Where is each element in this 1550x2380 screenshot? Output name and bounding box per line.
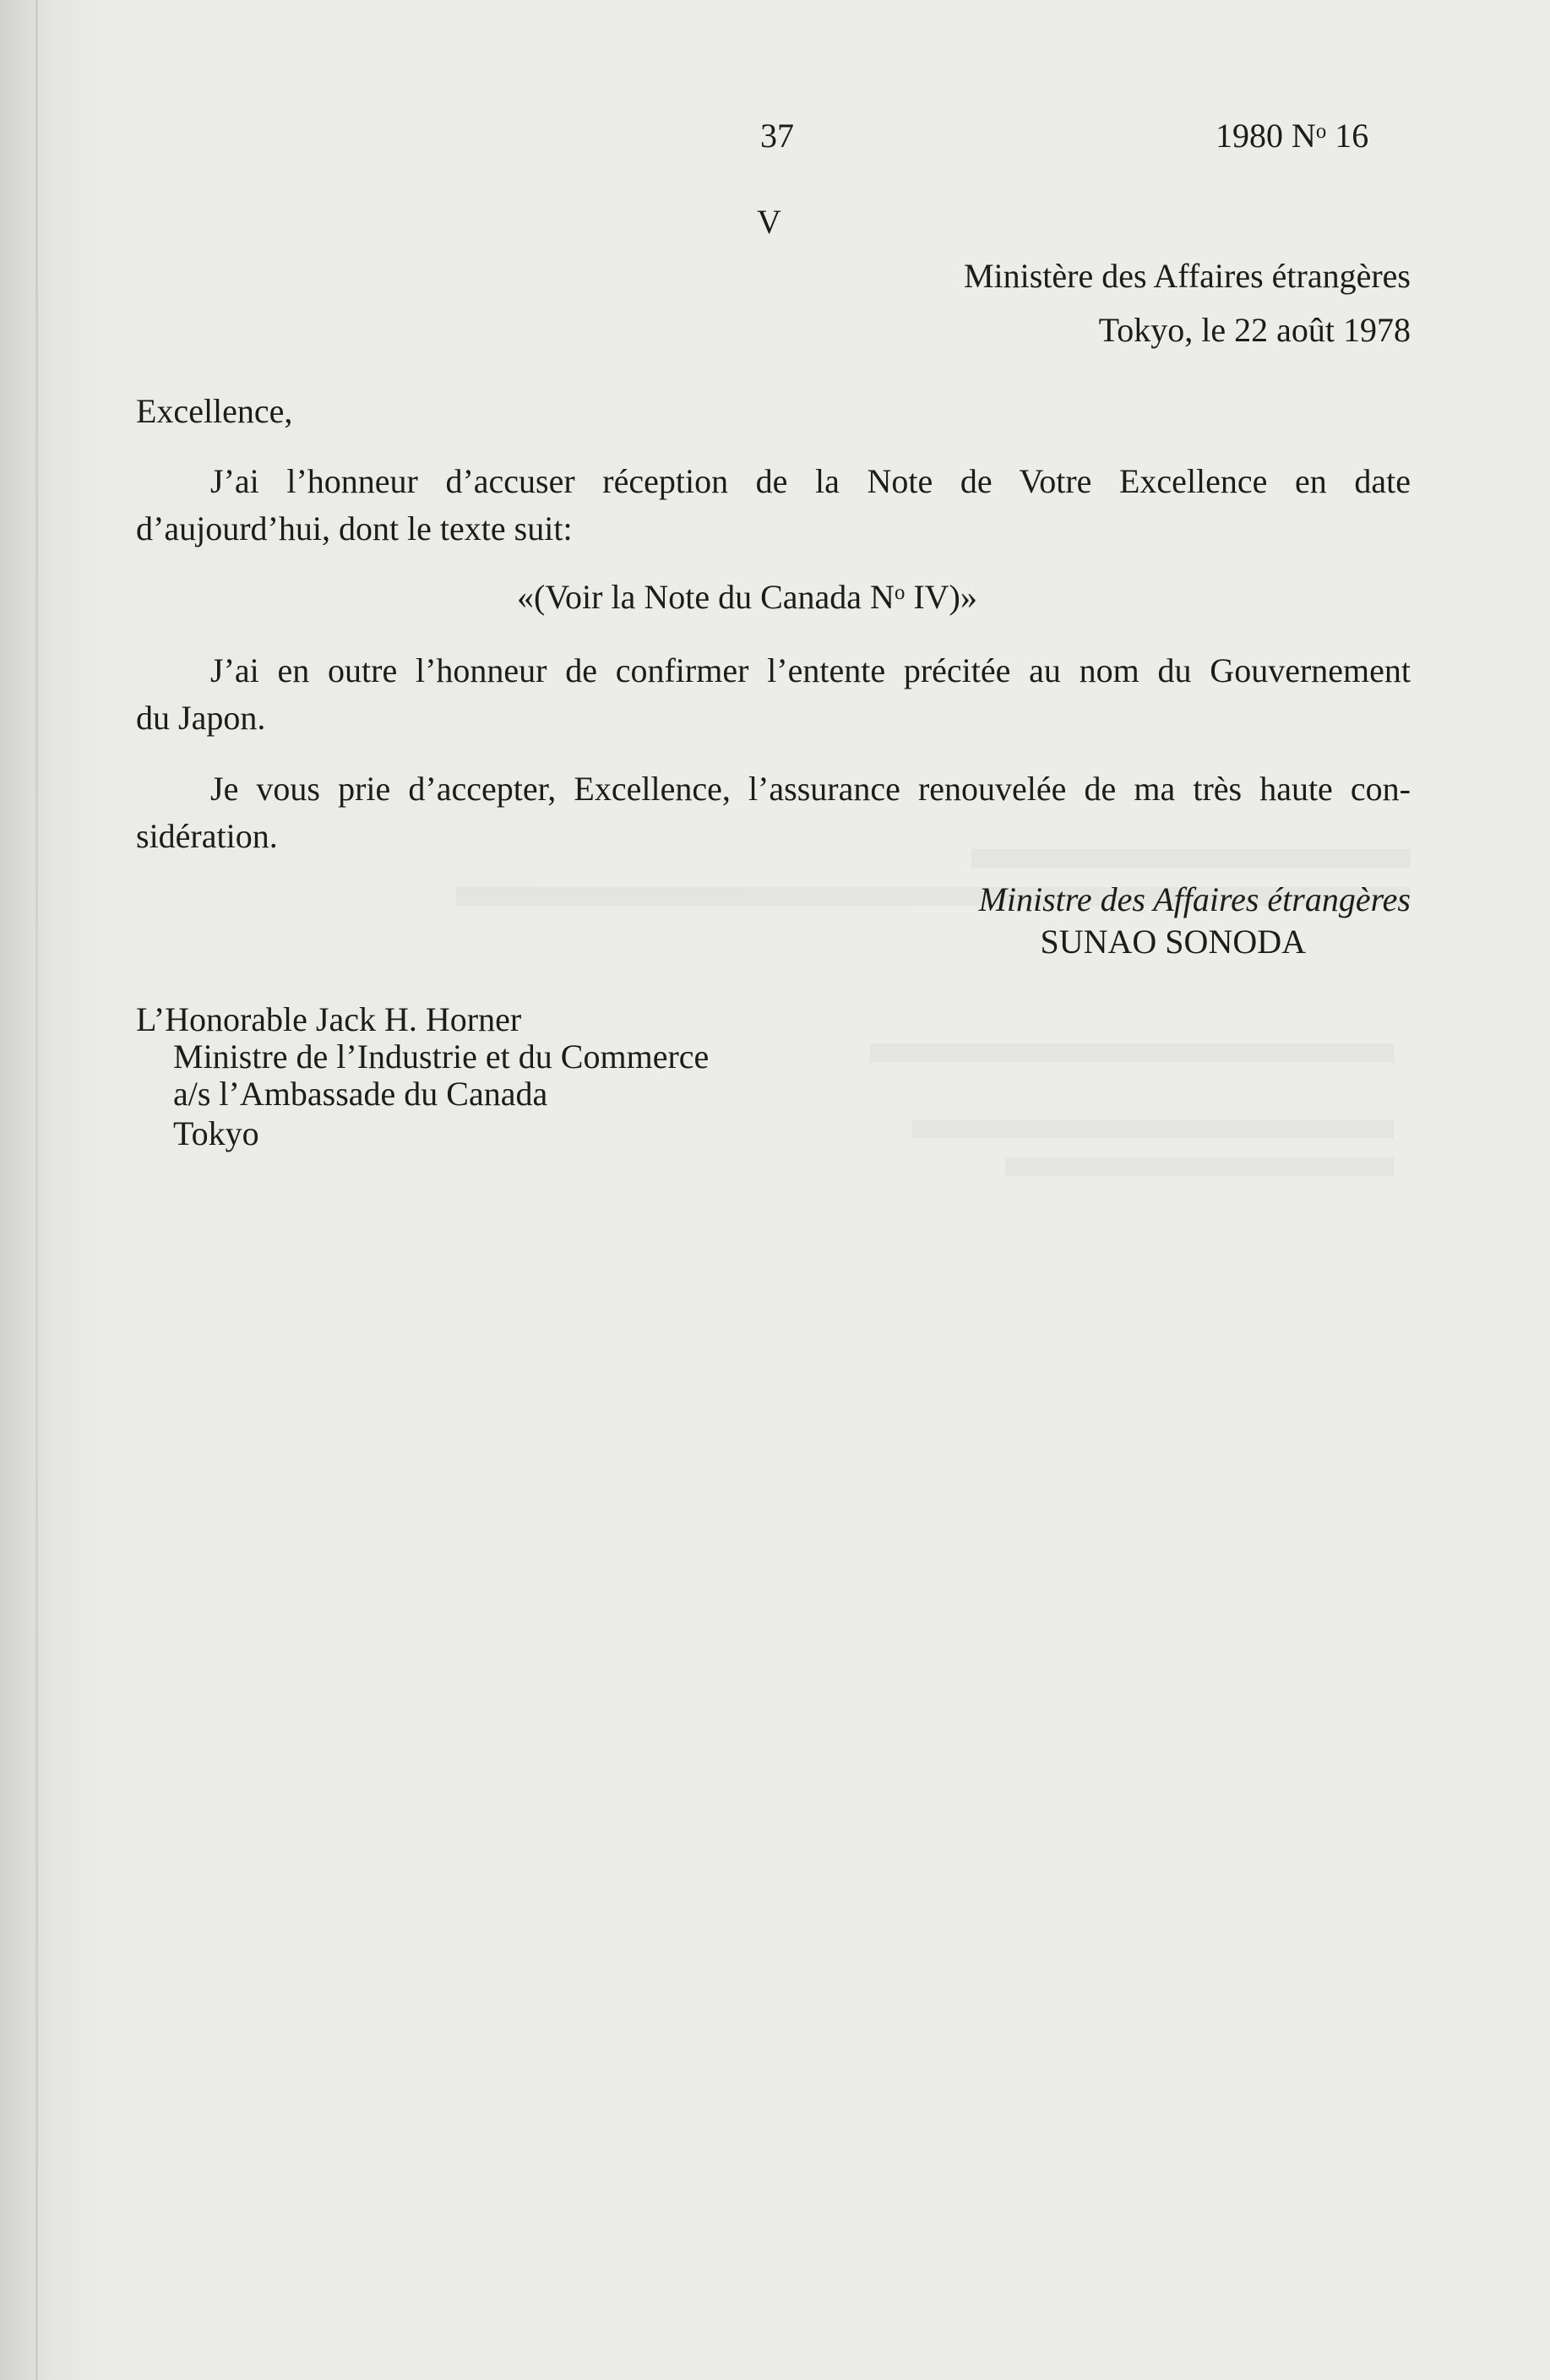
paragraph-3-line-1: Je vous prie d’accepter, Excellence, l’assurance renouvelée de ma très haute con- (210, 770, 1411, 808)
addressee-city: Tokyo (173, 1114, 259, 1152)
paragraph-3-line-2: sidération. (136, 817, 278, 855)
signature-title: Ministre des Affaires étrangères (978, 880, 1411, 918)
paragraph-2-line-2: du Japon. (136, 699, 266, 737)
note-label: V (757, 203, 781, 241)
sender-place-date: Tokyo, le 22 août 1978 (1098, 311, 1411, 349)
addressee-title: Ministre de l’Industrie et du Commerce (173, 1038, 710, 1076)
page-number: 37 (760, 117, 794, 155)
salutation: Excellence, (136, 392, 293, 430)
signature-name: SUNAO SONODA (1040, 923, 1306, 961)
quoted-note-reference: «(Voir la Note du Canada $N^o$ IV)» (517, 578, 977, 616)
addressee-care-of: a/s l’Ambassade du Canada (173, 1075, 548, 1113)
sender-ministry: Ministère des Affaires étrangères (963, 257, 1411, 295)
page-binding-edge (35, 0, 38, 2380)
paragraph-1-line-1: J’ai l’honneur d’accuser réception de la Note de Votre Excellence en date (210, 462, 1411, 500)
addressee-name: L’Honorable Jack H. Horner (136, 1000, 522, 1038)
paragraph-1-line-2: d’aujourd’hui, dont le texte suit: (136, 509, 573, 547)
paragraph-2-line-1: J’ai en outre l’honneur de confirmer l’entente précitée au nom du Gouvernement (210, 651, 1411, 689)
year-and-number: 1980 $N^o$ 16 (1216, 117, 1369, 155)
